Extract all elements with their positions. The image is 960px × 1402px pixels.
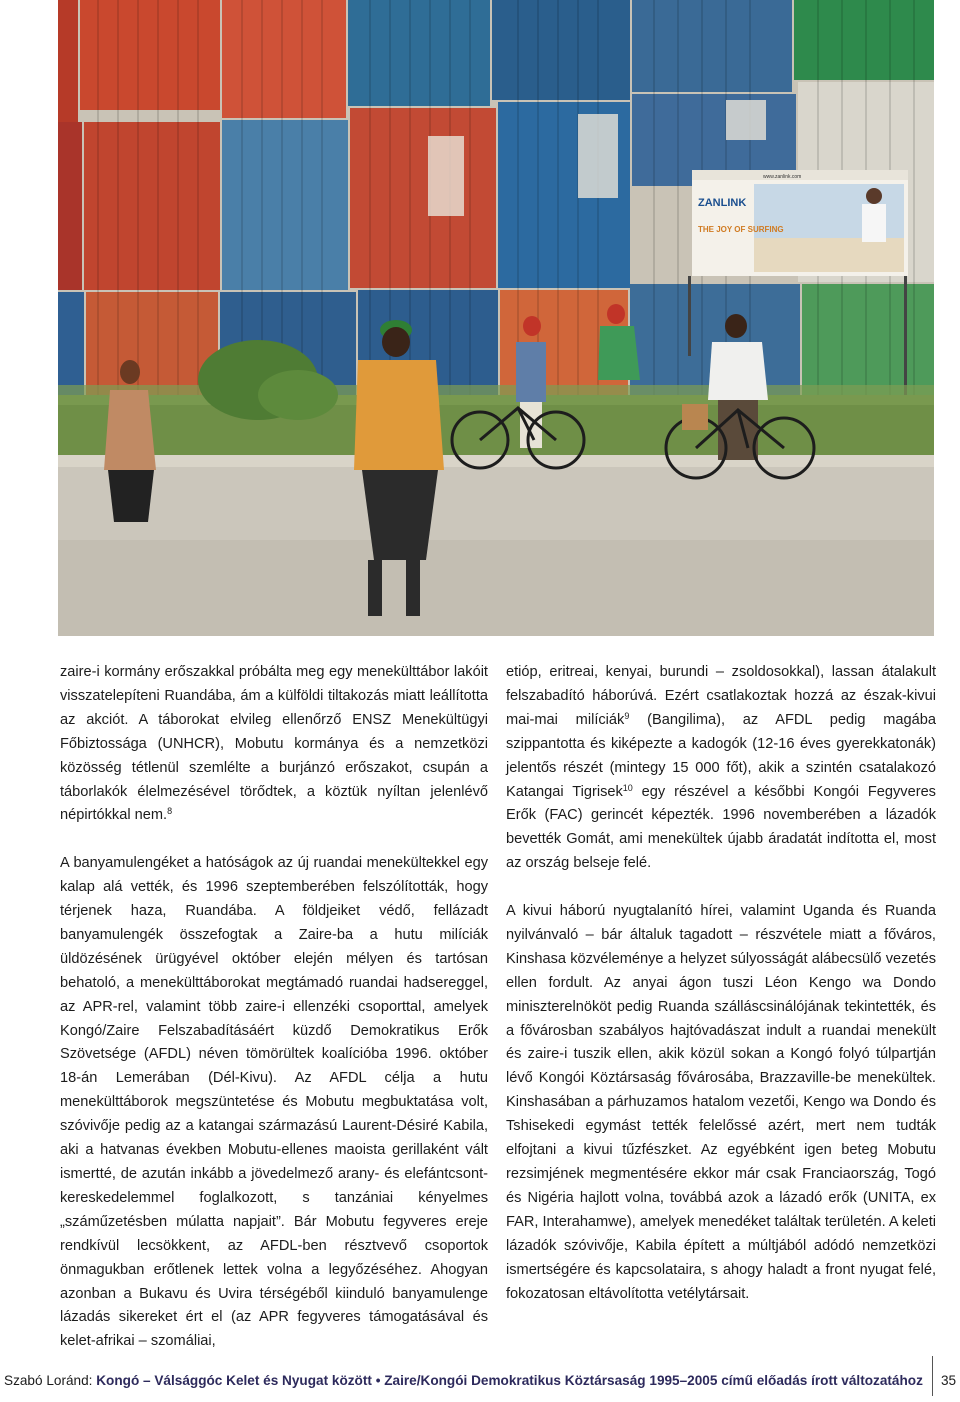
page-number: 35 bbox=[941, 1373, 957, 1388]
page-footer bbox=[0, 1368, 960, 1394]
right-paragraph-1-part-c: egy részével a későbbi Kongói Fegyveres Erők (FAC) gerincét képezték. 1996 novemberében a lázadók bevették Gomát, ami menekültek újabb áradatát indította el, most az ország belseje felé. bbox=[506, 783, 936, 872]
right-text-column bbox=[506, 661, 936, 1330]
billboard-url: www.zanlink.com bbox=[763, 174, 802, 180]
left-paragraph-1 bbox=[60, 661, 488, 828]
container-yard-photo bbox=[58, 0, 934, 636]
billboard-brand: ZANLINK bbox=[698, 197, 747, 209]
footer-divider bbox=[932, 1356, 933, 1396]
left-paragraph-1-text: zaire-i kormány erőszakkal próbálta meg egy menekülttábor lakóit visszatelepíteni Ruandába, ám a külföldi tiltakozás miatt leállította az akciót. A táborokat elvileg ellenőrző ENSZ Menekültügyi Főbiztossága (UNHCR), Mobutu kormánya és a nemzetközi közösség tétlenül szemlélte a burjánzó erőszakot, csupán a táborlakók élelmezésével törődtek, a köztük nyíltan jelenlévő népirtókkal nem. bbox=[60, 664, 488, 824]
running-footer bbox=[4, 1372, 923, 1390]
footer-author: Szabó Loránd: bbox=[4, 1373, 93, 1388]
left-paragraph-2: A banyamulengéket a hatóságok az új ruandai menekültekkel egy kalap alá vették, és 1996 szeptemberében felszólították, hogy térjenek haza, Ruandába. A földjeiket védő, fellázadt banyamulengék összefogtak a Zaire-ba a hutu milíciák üldözésének ürügyével október elején mélyen és tartósan behatoló, a menekülttáborokat megtámadó ruandai hadsereggel, az APR-rel, valamint több zaire-i ellenzéki csoporttal, amelyek Kongó/Zaire Felszabadításáért küzdő Demokratikus Erők Szövetsége (AFDL) néven tömörültek koalícióba 1996. október 18-án Lemerában (Dél-Kivu). Az AFDL célja a hutu menekülttáborok megszüntetése és Mobutu megbuktatása volt, szóvivője pedig az a katangai származású Laurent-Désiré Kabila, aki a hatvanas években Mobutu-ellenes maoista gerillaként vált ismertté, de azután inkább a jövedelmező arany- és elefántcsont-kereskedelemmel foglalkozott, s tanzániai kényelmes „száműzetésben múlatta napjait”. Bár Mobutu fegyveres ereje rendkívül lecsökkent, az AFDL-ben résztvevő csoportok önmagukban erőtlenek lettek volna a legyőzéséhez. Ahogyan azonban a Bukavu és Uvira térségéből kiinduló banyamulenge lázadás sikereket ért el (az APR fegyveres támogatásával és kelet-afrikai – szomáliai, bbox=[60, 855, 488, 1350]
right-paragraph-1-part-b: (Bangilima), az AFDL pedig magába szippantotta és kiképezte a kadogók (12-16 éves gyerekkatonák) jelentős részét (mintegy 15 000 főt), akik a szintén csatalakozó Katangai Tigrisek bbox=[506, 711, 937, 800]
left-text-column bbox=[60, 661, 488, 1378]
footnote-ref-9: 9 bbox=[624, 710, 630, 721]
footnote-ref-10: 10 bbox=[622, 782, 633, 793]
right-paragraph-2: A kivui háború nyugtalanító hírei, valamint Uganda és Ruanda nyilvánvaló – bár általuk tagadott – részvétele miatt a főváros, Kinshasa közvéleménye a helyzet súlyosságát alábecsülő vezetés ellen fordult. Az anyai ágon tuszi Léon Kengo wa Dondo miniszterelnököt pedig Ruanda szálláscsinálójának tekintették, és a fővárosban szabályos hajtóvadászat indult a ruandai menekült és zaire-i tuszik ellen, akik közül sokan a Kongó folyó túlpartján lévő Kongói Köztársaság fővárosába, Brazzaville-be menekültek. Kinshasában a párhuzamos hatalom vezetői, Kengo wa Dondo és Tshisekedi egymást tették felelőssé azért, mert nem tudták elfojtani a kivui tűzfészket. Az egyébként igen beteg Mobutu rezsimjének megmentésére ekkor már csak Franciaország, Togó és Nigéria hajlott volna, továbbá azok a lázadó erők (UNITA, ex FAR, Interahamwe), amelyek menedéket találtak területén. A keleti lázadók szóvivője, Kabila épített a múltjából adódó nemzetközi ismertségére és kapcsolataira, s ahogy haladt a front nyugat felé, fokozatosan eltávolította vetélytársait. bbox=[506, 903, 936, 1302]
footer-title: Kongó – Válsággóc Kelet és Nyugat között • Zaire/Kongói Demokratikus Köztársaság 1995–2005 című előadás írott változatához bbox=[96, 1373, 923, 1388]
right-paragraph-1 bbox=[506, 661, 936, 876]
right-paragraph-1-part-a: etióp, eritreai, kenyai, burundi – zsoldosokkal), lassan átalakult felszabadító háborúvá. Ezért csatlakoztak hozzá az észak-kivui mai-mai milíciák bbox=[506, 664, 936, 728]
cover-photo bbox=[58, 0, 934, 636]
footnote-ref-8: 8 bbox=[167, 806, 173, 817]
billboard-slogan: THE JOY OF SURFING bbox=[698, 225, 784, 234]
